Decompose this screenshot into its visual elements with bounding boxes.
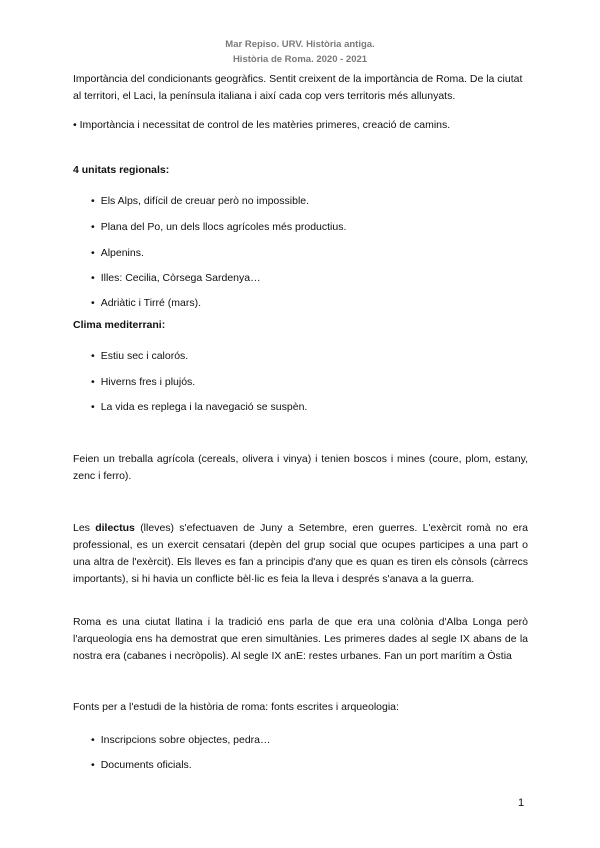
list-item: • Illes: Cecilia, Còrsega Sardenya…	[91, 270, 261, 287]
agriculture-paragraph: Feien un treballa agrícola (cereals, olivera i vinya) i tenien boscos i mines (coure, plom, estany, zenc i ferro).	[73, 453, 528, 482]
sources-heading: Fonts per a l'estudi de la història de roma: fonts escrites i arqueologia:	[73, 701, 399, 713]
page-header	[0, 37, 600, 67]
list-item: • Els Alps, difícil de creuar però no impossible.	[91, 193, 309, 210]
list-item: • La vida es replega i la navegació se suspèn.	[91, 399, 307, 416]
list-item: • Alpenins.	[91, 245, 144, 262]
list-item: • Inscripcions sobre objectes, pedra…	[91, 732, 271, 749]
dilectus-paragraph	[73, 520, 528, 588]
dilectus-rest: (lleves) s'efectuaven de Juny a Setembre, eren guerres. L'exèrcit romà no era professional, es un exercit censatari (depèn del grup social que ocupes participes a una part o una altra de l'exèrcit). Els lleves es fan a principis d'any que es quan es tiren els cònsols (càrrecs importants), si hi havia un conflicte bèl·lic es feia la lleva i després s'anava a la guerra.	[73, 522, 528, 585]
regions-heading: 4 unitats regionals:	[73, 164, 170, 176]
header-line-2: Història de Roma. 2020 - 2021	[232, 54, 368, 65]
intro-paragraph: Importància del condicionants geogràfics. Sentit creixent de la importància de Roma. De la ciutat al territori, el Laci, la península italiana i així cada cop vers territoris més allunyats.	[73, 73, 523, 102]
list-item: • Estiu sec i calorós.	[91, 348, 188, 365]
dilectus-lead: Les	[73, 522, 96, 534]
list-item: • Documents oficials.	[91, 757, 192, 774]
rome-paragraph: Roma es una ciutat llatina i la tradició ens parla de que era una colònia d'Alba Longa però l'arqueologia ens ha demostrat que eren simultànies. Les primeres dades al segle IX abans de la nostra era (cabanes i necròpolis). Al segle IX anE: restes urbanes. Fan un port marítim a Òstia	[73, 616, 528, 662]
header-line-1: Mar Repiso. URV. Història antiga.	[225, 39, 375, 50]
list-item: • Plana del Po, un dels llocs agrícoles més productius.	[91, 219, 346, 236]
dilectus-term: dilectus	[95, 522, 135, 534]
intro-bullet: • Importància i necessitat de control de les matèries primeres, creació de camins.	[73, 119, 451, 131]
page-number: 1	[518, 797, 525, 809]
list-item: • Hiverns fres i plujós.	[91, 374, 195, 391]
list-item: • Adriàtic i Tirré (mars).	[91, 295, 201, 312]
climate-heading: Clima mediterrani:	[73, 319, 166, 331]
